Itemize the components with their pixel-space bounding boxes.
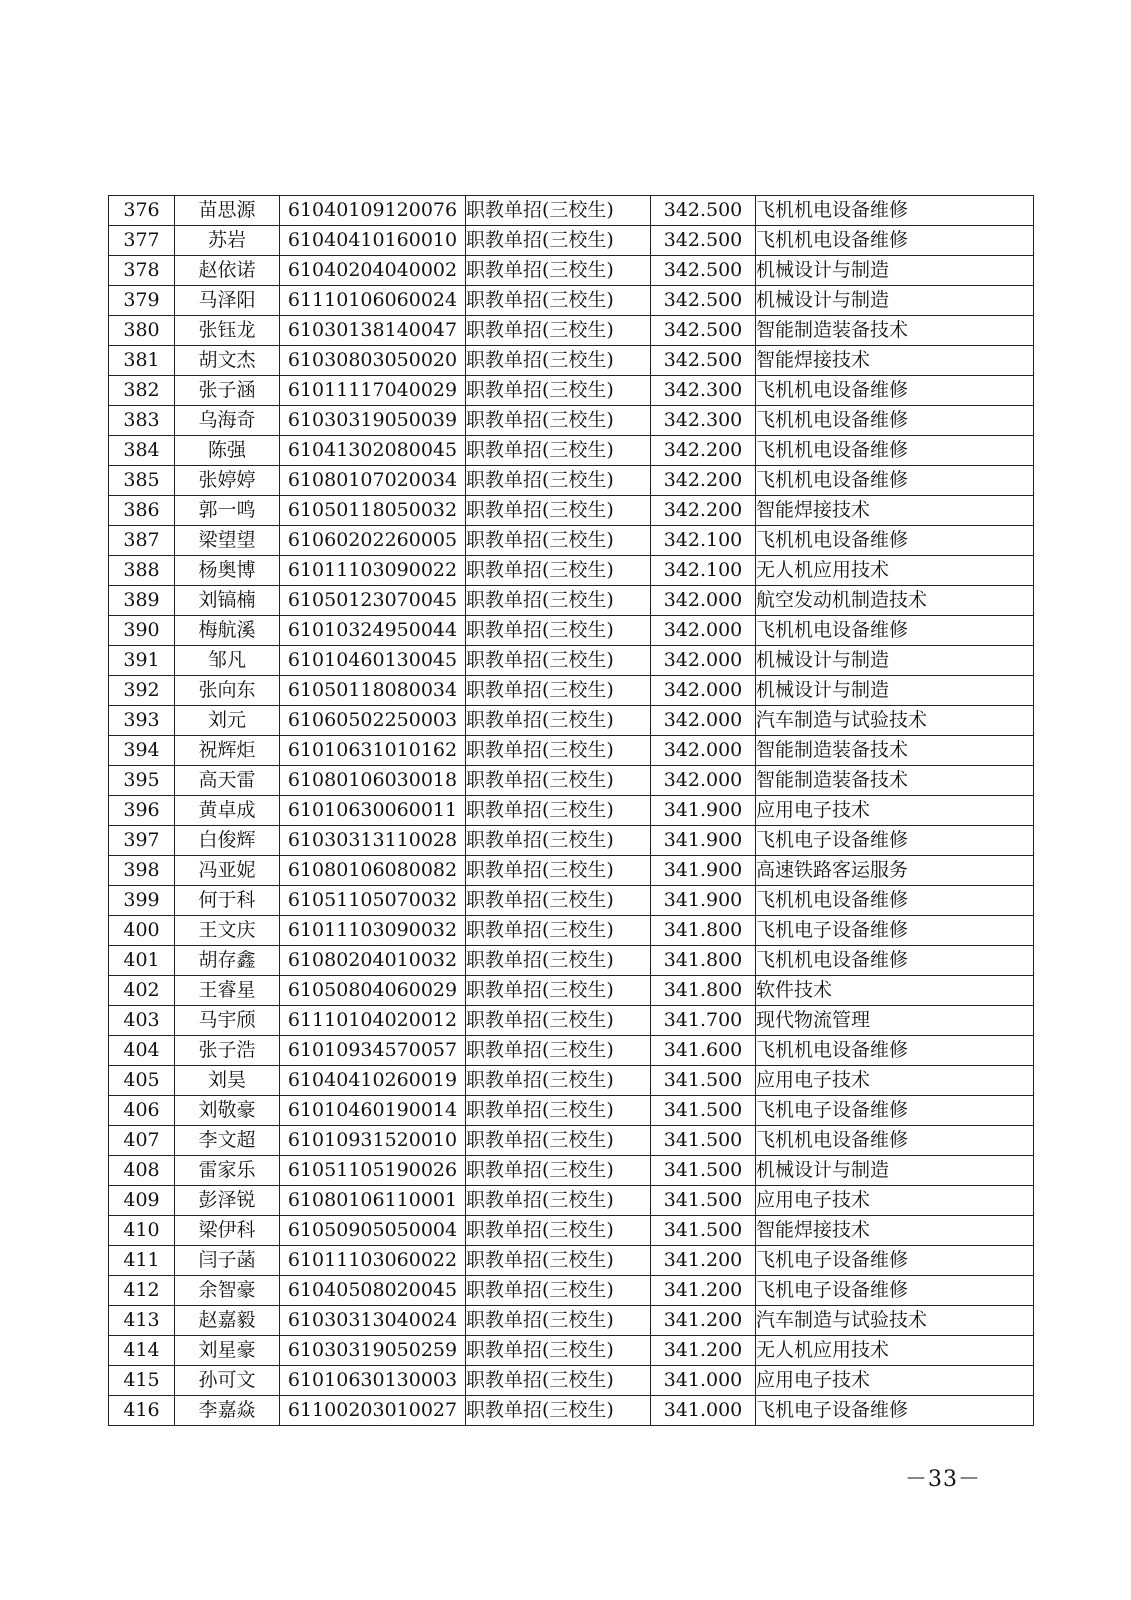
- major-cell: 智能制造装备技术: [756, 736, 1034, 766]
- student-name-cell: 王文庆: [175, 916, 280, 946]
- major-cell: 飞机电子设备维修: [756, 826, 1034, 856]
- candidate-id-cell: 61011103060022: [280, 1246, 466, 1276]
- admission-category-cell: 职教单招(三校生): [466, 1396, 651, 1426]
- student-name-cell: 祝辉炬: [175, 736, 280, 766]
- major-cell: 飞机机电设备维修: [756, 406, 1034, 436]
- score-cell: 342.000: [651, 586, 756, 616]
- score-cell: 342.500: [651, 256, 756, 286]
- row-number-cell: 391: [109, 646, 175, 676]
- major-cell: 飞机电子设备维修: [756, 916, 1034, 946]
- candidate-id-cell: 61010324950044: [280, 616, 466, 646]
- admission-category-cell: 职教单招(三校生): [466, 1216, 651, 1246]
- student-name-cell: 张子浩: [175, 1036, 280, 1066]
- row-number-cell: 406: [109, 1096, 175, 1126]
- admission-category-cell: 职教单招(三校生): [466, 976, 651, 1006]
- score-cell: 342.000: [651, 706, 756, 736]
- student-name-cell: 胡存鑫: [175, 946, 280, 976]
- score-cell: 341.900: [651, 886, 756, 916]
- score-cell: 341.600: [651, 1036, 756, 1066]
- admission-category-cell: 职教单招(三校生): [466, 1366, 651, 1396]
- row-number-cell: 401: [109, 946, 175, 976]
- table-row: [109, 1396, 1034, 1426]
- candidate-id-cell: 61030313040024: [280, 1306, 466, 1336]
- student-name-cell: 刘星豪: [175, 1336, 280, 1366]
- score-cell: 342.500: [651, 286, 756, 316]
- candidate-id-cell: 61100203010027: [280, 1396, 466, 1426]
- student-name-cell: 胡文杰: [175, 346, 280, 376]
- score-cell: 341.700: [651, 1006, 756, 1036]
- table-row: [109, 1156, 1034, 1186]
- candidate-id-cell: 61011117040029: [280, 376, 466, 406]
- admission-category-cell: 职教单招(三校生): [466, 676, 651, 706]
- major-cell: 飞机机电设备维修: [756, 886, 1034, 916]
- candidate-id-cell: 61030319050039: [280, 406, 466, 436]
- major-cell: 汽车制造与试验技术: [756, 1306, 1034, 1336]
- score-cell: 341.000: [651, 1396, 756, 1426]
- table-row: [109, 1186, 1034, 1216]
- admission-category-cell: 职教单招(三校生): [466, 226, 651, 256]
- table-row: [109, 1096, 1034, 1126]
- score-cell: 341.500: [651, 1126, 756, 1156]
- candidate-id-cell: 61011103090032: [280, 916, 466, 946]
- table-row: [109, 766, 1034, 796]
- student-name-cell: 余智豪: [175, 1276, 280, 1306]
- admission-category-cell: 职教单招(三校生): [466, 1276, 651, 1306]
- candidate-id-cell: 61010630130003: [280, 1366, 466, 1396]
- candidate-id-cell: 61010631010162: [280, 736, 466, 766]
- student-name-cell: 何于科: [175, 886, 280, 916]
- major-cell: 机械设计与制造: [756, 646, 1034, 676]
- student-name-cell: 乌海奇: [175, 406, 280, 436]
- row-number-cell: 405: [109, 1066, 175, 1096]
- major-cell: 机械设计与制造: [756, 256, 1034, 286]
- table-row: [109, 1306, 1034, 1336]
- major-cell: 无人机应用技术: [756, 556, 1034, 586]
- admission-category-cell: 职教单招(三校生): [466, 1156, 651, 1186]
- major-cell: 智能焊接技术: [756, 346, 1034, 376]
- student-name-cell: 张子涵: [175, 376, 280, 406]
- student-name-cell: 梁望望: [175, 526, 280, 556]
- admission-category-cell: 职教单招(三校生): [466, 436, 651, 466]
- candidate-id-cell: 61030138140047: [280, 316, 466, 346]
- table-row: [109, 526, 1034, 556]
- admission-category-cell: 职教单招(三校生): [466, 826, 651, 856]
- score-cell: 341.500: [651, 1156, 756, 1186]
- row-number-cell: 397: [109, 826, 175, 856]
- row-number-cell: 393: [109, 706, 175, 736]
- row-number-cell: 379: [109, 286, 175, 316]
- major-cell: 智能制造装备技术: [756, 766, 1034, 796]
- table-row: [109, 286, 1034, 316]
- row-number-cell: 395: [109, 766, 175, 796]
- score-cell: 342.000: [651, 676, 756, 706]
- candidate-id-cell: 61040410260019: [280, 1066, 466, 1096]
- major-cell: 飞机机电设备维修: [756, 1126, 1034, 1156]
- major-cell: 飞机机电设备维修: [756, 376, 1034, 406]
- major-cell: 飞机机电设备维修: [756, 616, 1034, 646]
- candidate-id-cell: 61010630060011: [280, 796, 466, 826]
- score-cell: 342.000: [651, 616, 756, 646]
- score-cell: 341.200: [651, 1336, 756, 1366]
- score-cell: 342.500: [651, 226, 756, 256]
- admission-category-cell: 职教单招(三校生): [466, 196, 651, 226]
- candidate-id-cell: 61080106110001: [280, 1186, 466, 1216]
- student-name-cell: 刘敬豪: [175, 1096, 280, 1126]
- admission-category-cell: 职教单招(三校生): [466, 346, 651, 376]
- score-cell: 341.500: [651, 1216, 756, 1246]
- row-number-cell: 404: [109, 1036, 175, 1066]
- candidate-id-cell: 61040410160010: [280, 226, 466, 256]
- row-number-cell: 409: [109, 1186, 175, 1216]
- admission-category-cell: 职教单招(三校生): [466, 886, 651, 916]
- admission-category-cell: 职教单招(三校生): [466, 316, 651, 346]
- table-row: [109, 436, 1034, 466]
- student-name-cell: 李嘉焱: [175, 1396, 280, 1426]
- admission-category-cell: 职教单招(三校生): [466, 1036, 651, 1066]
- score-cell: 341.900: [651, 826, 756, 856]
- major-cell: 飞机机电设备维修: [756, 196, 1034, 226]
- row-number-cell: 411: [109, 1246, 175, 1276]
- candidate-id-cell: 61050123070045: [280, 586, 466, 616]
- table-row: [109, 1036, 1034, 1066]
- row-number-cell: 396: [109, 796, 175, 826]
- candidate-id-cell: 61080106030018: [280, 766, 466, 796]
- candidate-id-cell: 61010460130045: [280, 646, 466, 676]
- student-name-cell: 张婷婷: [175, 466, 280, 496]
- row-number-cell: 385: [109, 466, 175, 496]
- row-number-cell: 389: [109, 586, 175, 616]
- score-cell: 342.500: [651, 316, 756, 346]
- student-name-cell: 陈强: [175, 436, 280, 466]
- candidate-id-cell: 61011103090022: [280, 556, 466, 586]
- roster-body: [109, 196, 1034, 1426]
- table-row: [109, 226, 1034, 256]
- score-cell: 341.000: [651, 1366, 756, 1396]
- student-name-cell: 梁伊科: [175, 1216, 280, 1246]
- major-cell: 飞机机电设备维修: [756, 226, 1034, 256]
- row-number-cell: 407: [109, 1126, 175, 1156]
- student-name-cell: 王睿星: [175, 976, 280, 1006]
- student-name-cell: 马宇颀: [175, 1006, 280, 1036]
- admission-category-cell: 职教单招(三校生): [466, 286, 651, 316]
- score-cell: 341.900: [651, 796, 756, 826]
- table-row: [109, 976, 1034, 1006]
- row-number-cell: 410: [109, 1216, 175, 1246]
- score-cell: 342.000: [651, 646, 756, 676]
- table-row: [109, 376, 1034, 406]
- table-row: [109, 316, 1034, 346]
- major-cell: 智能焊接技术: [756, 1216, 1034, 1246]
- row-number-cell: 399: [109, 886, 175, 916]
- student-name-cell: 白俊辉: [175, 826, 280, 856]
- score-cell: 342.100: [651, 556, 756, 586]
- row-number-cell: 400: [109, 916, 175, 946]
- table-row: [109, 946, 1034, 976]
- admission-category-cell: 职教单招(三校生): [466, 766, 651, 796]
- candidate-id-cell: 61110104020012: [280, 1006, 466, 1036]
- major-cell: 智能制造装备技术: [756, 316, 1034, 346]
- row-number-cell: 414: [109, 1336, 175, 1366]
- score-cell: 342.200: [651, 436, 756, 466]
- score-cell: 341.900: [651, 856, 756, 886]
- major-cell: 飞机机电设备维修: [756, 526, 1034, 556]
- table-row: [109, 466, 1034, 496]
- candidate-id-cell: 61080204010032: [280, 946, 466, 976]
- major-cell: 软件技术: [756, 976, 1034, 1006]
- table-row: [109, 856, 1034, 886]
- table-row: [109, 646, 1034, 676]
- major-cell: 现代物流管理: [756, 1006, 1034, 1036]
- table-row: [109, 886, 1034, 916]
- score-cell: 342.300: [651, 376, 756, 406]
- student-name-cell: 闫子菡: [175, 1246, 280, 1276]
- student-name-cell: 苗思源: [175, 196, 280, 226]
- student-name-cell: 刘镐楠: [175, 586, 280, 616]
- candidate-id-cell: 61010931520010: [280, 1126, 466, 1156]
- row-number-cell: 412: [109, 1276, 175, 1306]
- major-cell: 飞机机电设备维修: [756, 466, 1034, 496]
- row-number-cell: 376: [109, 196, 175, 226]
- candidate-id-cell: 61030319050259: [280, 1336, 466, 1366]
- candidate-id-cell: 61040109120076: [280, 196, 466, 226]
- student-name-cell: 孙可文: [175, 1366, 280, 1396]
- row-number-cell: 384: [109, 436, 175, 466]
- admission-category-cell: 职教单招(三校生): [466, 586, 651, 616]
- table-row: [109, 1126, 1034, 1156]
- admission-category-cell: 职教单招(三校生): [466, 736, 651, 766]
- major-cell: 智能焊接技术: [756, 496, 1034, 526]
- student-name-cell: 刘昊: [175, 1066, 280, 1096]
- score-cell: 341.500: [651, 1186, 756, 1216]
- row-number-cell: 408: [109, 1156, 175, 1186]
- table-row: [109, 1246, 1034, 1276]
- score-cell: 341.200: [651, 1246, 756, 1276]
- table-row: [109, 1276, 1034, 1306]
- candidate-id-cell: 61050118050032: [280, 496, 466, 526]
- score-cell: 342.300: [651, 406, 756, 436]
- candidate-id-cell: 61010460190014: [280, 1096, 466, 1126]
- score-cell: 341.800: [651, 916, 756, 946]
- table-row: [109, 616, 1034, 646]
- admission-category-cell: 职教单招(三校生): [466, 916, 651, 946]
- major-cell: 应用电子技术: [756, 1066, 1034, 1096]
- row-number-cell: 382: [109, 376, 175, 406]
- table-row: [109, 1066, 1034, 1096]
- candidate-id-cell: 61030313110028: [280, 826, 466, 856]
- score-cell: 342.500: [651, 196, 756, 226]
- candidate-id-cell: 61050905050004: [280, 1216, 466, 1246]
- major-cell: 机械设计与制造: [756, 1156, 1034, 1186]
- admission-category-cell: 职教单招(三校生): [466, 856, 651, 886]
- row-number-cell: 415: [109, 1366, 175, 1396]
- student-name-cell: 张向东: [175, 676, 280, 706]
- table-row: [109, 796, 1034, 826]
- admission-category-cell: 职教单招(三校生): [466, 646, 651, 676]
- admission-category-cell: 职教单招(三校生): [466, 616, 651, 646]
- candidate-id-cell: 61110106060024: [280, 286, 466, 316]
- score-cell: 341.800: [651, 976, 756, 1006]
- table-row: [109, 406, 1034, 436]
- admission-category-cell: 职教单招(三校生): [466, 1336, 651, 1366]
- admission-category-cell: 职教单招(三校生): [466, 1066, 651, 1096]
- score-cell: 342.200: [651, 466, 756, 496]
- major-cell: 应用电子技术: [756, 1186, 1034, 1216]
- row-number-cell: 402: [109, 976, 175, 1006]
- page-number: －33－: [905, 1467, 981, 1492]
- student-name-cell: 杨奥博: [175, 556, 280, 586]
- candidate-id-cell: 61080107020034: [280, 466, 466, 496]
- student-name-cell: 马泽阳: [175, 286, 280, 316]
- candidate-id-cell: 61040508020045: [280, 1276, 466, 1306]
- row-number-cell: 398: [109, 856, 175, 886]
- score-cell: 341.500: [651, 1096, 756, 1126]
- student-name-cell: 李文超: [175, 1126, 280, 1156]
- major-cell: 飞机机电设备维修: [756, 1036, 1034, 1066]
- admission-category-cell: 职教单招(三校生): [466, 1126, 651, 1156]
- admission-category-cell: 职教单招(三校生): [466, 526, 651, 556]
- candidate-id-cell: 61060502250003: [280, 706, 466, 736]
- row-number-cell: 416: [109, 1396, 175, 1426]
- table-row: [109, 1006, 1034, 1036]
- major-cell: 应用电子技术: [756, 796, 1034, 826]
- score-cell: 341.800: [651, 946, 756, 976]
- candidate-id-cell: 61051105190026: [280, 1156, 466, 1186]
- row-number-cell: 413: [109, 1306, 175, 1336]
- admission-category-cell: 职教单招(三校生): [466, 466, 651, 496]
- student-name-cell: 刘元: [175, 706, 280, 736]
- table-row: [109, 1216, 1034, 1246]
- student-name-cell: 赵依诺: [175, 256, 280, 286]
- row-number-cell: 377: [109, 226, 175, 256]
- table-row: [109, 346, 1034, 376]
- admission-category-cell: 职教单招(三校生): [466, 1096, 651, 1126]
- row-number-cell: 392: [109, 676, 175, 706]
- student-name-cell: 邹凡: [175, 646, 280, 676]
- major-cell: 飞机电子设备维修: [756, 1276, 1034, 1306]
- admission-category-cell: 职教单招(三校生): [466, 406, 651, 436]
- student-name-cell: 张钰龙: [175, 316, 280, 346]
- row-number-cell: 394: [109, 736, 175, 766]
- major-cell: 机械设计与制造: [756, 676, 1034, 706]
- student-name-cell: 黄卓成: [175, 796, 280, 826]
- table-row: [109, 586, 1034, 616]
- admission-category-cell: 职教单招(三校生): [466, 376, 651, 406]
- major-cell: 飞机机电设备维修: [756, 436, 1034, 466]
- score-cell: 341.500: [651, 1066, 756, 1096]
- row-number-cell: 388: [109, 556, 175, 586]
- score-cell: 342.100: [651, 526, 756, 556]
- row-number-cell: 378: [109, 256, 175, 286]
- student-name-cell: 苏岩: [175, 226, 280, 256]
- table-row: [109, 736, 1034, 766]
- major-cell: 飞机机电设备维修: [756, 946, 1034, 976]
- student-name-cell: 彭泽锐: [175, 1186, 280, 1216]
- row-number-cell: 387: [109, 526, 175, 556]
- admission-category-cell: 职教单招(三校生): [466, 1306, 651, 1336]
- major-cell: 汽车制造与试验技术: [756, 706, 1034, 736]
- admission-category-cell: 职教单招(三校生): [466, 1006, 651, 1036]
- student-name-cell: 赵嘉毅: [175, 1306, 280, 1336]
- row-number-cell: 403: [109, 1006, 175, 1036]
- student-name-cell: 冯亚妮: [175, 856, 280, 886]
- student-name-cell: 高天雷: [175, 766, 280, 796]
- admission-category-cell: 职教单招(三校生): [466, 496, 651, 526]
- row-number-cell: 380: [109, 316, 175, 346]
- admission-category-cell: 职教单招(三校生): [466, 946, 651, 976]
- major-cell: 飞机电子设备维修: [756, 1096, 1034, 1126]
- major-cell: 航空发动机制造技术: [756, 586, 1034, 616]
- score-cell: 342.500: [651, 346, 756, 376]
- admission-category-cell: 职教单招(三校生): [466, 556, 651, 586]
- candidate-id-cell: 61060202260005: [280, 526, 466, 556]
- candidate-id-cell: 61010934570057: [280, 1036, 466, 1066]
- table-row: [109, 826, 1034, 856]
- score-cell: 341.200: [651, 1276, 756, 1306]
- major-cell: 高速铁路客运服务: [756, 856, 1034, 886]
- table-row: [109, 556, 1034, 586]
- table-row: [109, 256, 1034, 286]
- admission-category-cell: 职教单招(三校生): [466, 796, 651, 826]
- table-row: [109, 196, 1034, 226]
- candidate-id-cell: 61030803050020: [280, 346, 466, 376]
- candidate-id-cell: 61080106080082: [280, 856, 466, 886]
- major-cell: 应用电子技术: [756, 1366, 1034, 1396]
- row-number-cell: 386: [109, 496, 175, 526]
- admission-category-cell: 职教单招(三校生): [466, 1246, 651, 1276]
- candidate-id-cell: 61041302080045: [280, 436, 466, 466]
- student-name-cell: 梅航溪: [175, 616, 280, 646]
- major-cell: 无人机应用技术: [756, 1336, 1034, 1366]
- score-cell: 342.200: [651, 496, 756, 526]
- table-row: [109, 706, 1034, 736]
- score-cell: 341.200: [651, 1306, 756, 1336]
- major-cell: 飞机电子设备维修: [756, 1246, 1034, 1276]
- roster-table: [108, 195, 1034, 1426]
- row-number-cell: 390: [109, 616, 175, 646]
- major-cell: 机械设计与制造: [756, 286, 1034, 316]
- table-row: [109, 1336, 1034, 1366]
- table-row: [109, 676, 1034, 706]
- candidate-id-cell: 61050118080034: [280, 676, 466, 706]
- score-cell: 342.000: [651, 736, 756, 766]
- row-number-cell: 383: [109, 406, 175, 436]
- admission-category-cell: 职教单招(三校生): [466, 706, 651, 736]
- admission-category-cell: 职教单招(三校生): [466, 256, 651, 286]
- candidate-id-cell: 61050804060029: [280, 976, 466, 1006]
- table-row: [109, 916, 1034, 946]
- candidate-id-cell: 61040204040002: [280, 256, 466, 286]
- table-row: [109, 496, 1034, 526]
- table-row: [109, 1366, 1034, 1396]
- student-name-cell: 郭一鸣: [175, 496, 280, 526]
- score-cell: 342.000: [651, 766, 756, 796]
- admission-category-cell: 职教单招(三校生): [466, 1186, 651, 1216]
- row-number-cell: 381: [109, 346, 175, 376]
- student-name-cell: 雷家乐: [175, 1156, 280, 1186]
- major-cell: 飞机电子设备维修: [756, 1396, 1034, 1426]
- candidate-id-cell: 61051105070032: [280, 886, 466, 916]
